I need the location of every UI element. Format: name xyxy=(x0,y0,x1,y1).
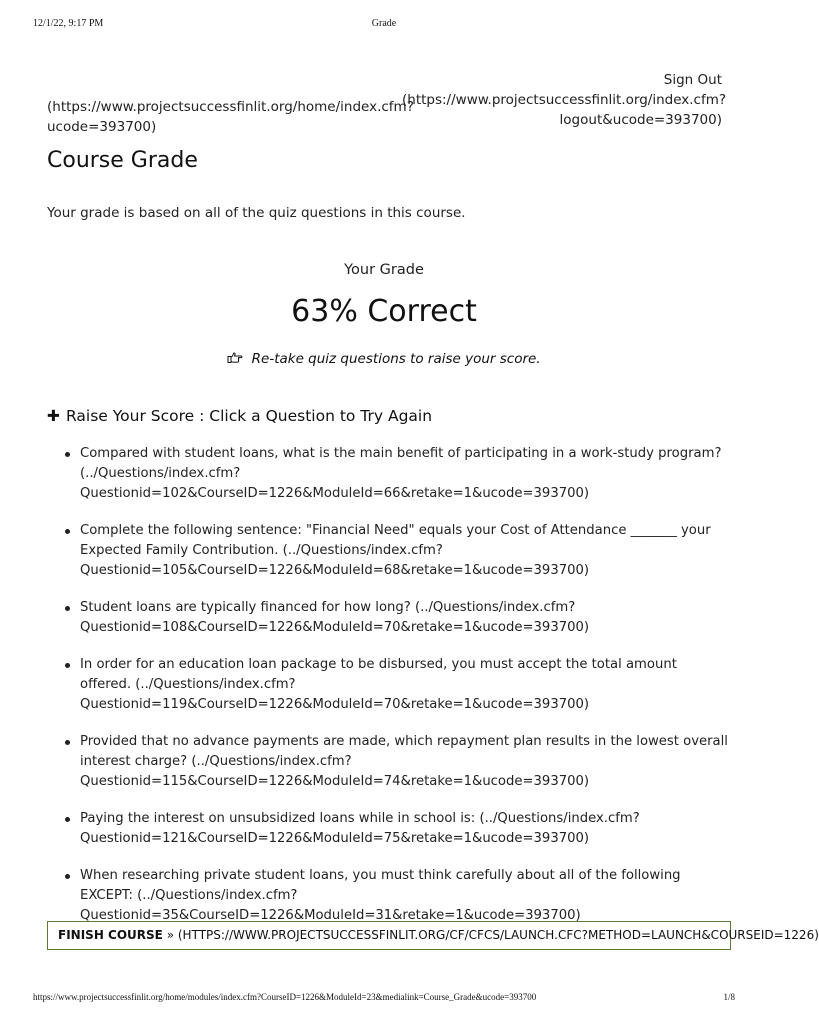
question-item[interactable] xyxy=(47,444,728,504)
plus-icon: ✚ xyxy=(47,407,60,425)
hand-pointing-right-icon xyxy=(227,352,243,364)
top-bar xyxy=(47,70,727,140)
finish-course-button[interactable] xyxy=(47,921,819,950)
question-text: Complete the following sentence: "Financial Need" equals your Cost of Attendance _______ your Expected Family Contribution. xyxy=(80,523,711,558)
question-link[interactable]: (../Questions/index.cfm?Questionid=35&CourseID=1226&ModuleId=31&retake=1&ucode=393700) xyxy=(80,888,581,923)
question-item[interactable] xyxy=(47,809,728,849)
question-link[interactable]: (../Questions/index.cfm?Questionid=105&CourseID=1226&ModuleId=68&retake=1&ucode=393700) xyxy=(80,543,590,578)
grade-label: Your Grade xyxy=(344,262,424,278)
question-link[interactable]: (../Questions/index.cfm?Questionid=115&CourseID=1226&ModuleId=74&retake=1&ucode=393700) xyxy=(80,754,590,789)
sign-out-url: (https://www.projectsuccessfinlit.org/index.cfm?logout&ucode=393700) xyxy=(402,92,727,128)
question-item[interactable] xyxy=(47,655,728,715)
question-item[interactable] xyxy=(47,598,728,638)
print-page-number: 1/8 xyxy=(723,992,735,1002)
question-link[interactable]: (../Questions/index.cfm?Questionid=102&CourseID=1226&ModuleId=66&retake=1&ucode=393700) xyxy=(80,466,590,501)
raise-score-heading-text: Raise Your Score : Click a Question to Try Again xyxy=(66,407,433,425)
raise-score-heading xyxy=(47,407,432,425)
print-datetime: 12/1/22, 9:17 PM xyxy=(33,18,104,29)
grade-value: 63% Correct xyxy=(291,294,477,329)
question-item[interactable] xyxy=(47,521,728,581)
intro-text: Your grade is based on all of the quiz questions in this course. xyxy=(47,205,466,221)
question-link[interactable]: (../Questions/index.cfm?Questionid=108&CourseID=1226&ModuleId=70&retake=1&ucode=393700) xyxy=(80,600,590,635)
question-text: Student loans are typically financed for how long? xyxy=(80,600,411,615)
sign-out-label: Sign Out xyxy=(663,72,722,88)
question-list xyxy=(47,444,728,943)
print-footer xyxy=(33,992,735,1002)
question-item[interactable] xyxy=(47,732,728,792)
question-link[interactable]: (../Questions/index.cfm?Questionid=121&CourseID=1226&ModuleId=75&retake=1&ucode=393700) xyxy=(80,811,640,846)
print-header xyxy=(33,18,735,29)
finish-course-label: FINISH COURSE xyxy=(58,928,163,942)
home-link[interactable]: (https://www.projectsuccessfinlit.org/home/index.cfm?ucode=393700) xyxy=(47,99,414,135)
question-text: Paying the interest on unsubsidized loans while in school is: xyxy=(80,811,476,826)
print-footer-url: https://www.projectsuccessfinlit.org/home/modules/index.cfm?CourseID=1226&ModuleId=23&medialink=Course_Grade&ucode=393700 xyxy=(33,992,537,1002)
question-text: When researching private student loans, you must think carefully about all of the following EXCEPT: xyxy=(80,868,681,903)
question-link[interactable]: (../Questions/index.cfm?Questionid=119&CourseID=1226&ModuleId=70&retake=1&ucode=393700) xyxy=(80,677,590,712)
question-text: Compared with student loans, what is the main benefit of participating in a work-study program? xyxy=(80,446,722,461)
question-text: In order for an education loan package to be disbursed, you must accept the total amount offered. xyxy=(80,657,677,692)
finish-course-url: (HTTPS://WWW.PROJECTSUCCESSFINLIT.ORG/CF/CFCS/LAUNCH.CFC?METHOD=LAUNCH&COURSEID=1226) xyxy=(177,928,819,942)
sign-out-link[interactable] xyxy=(402,70,727,130)
double-chevron-right-icon: » xyxy=(166,928,175,942)
retake-note xyxy=(0,351,768,367)
question-item[interactable] xyxy=(47,866,728,926)
page-title: Course Grade xyxy=(47,148,198,173)
retake-note-text: Re-take quiz questions to raise your score. xyxy=(251,351,541,367)
print-title: Grade xyxy=(371,18,397,29)
question-text: Provided that no advance payments are made, which repayment plan results in the lowest overall interest charge? xyxy=(80,734,728,769)
